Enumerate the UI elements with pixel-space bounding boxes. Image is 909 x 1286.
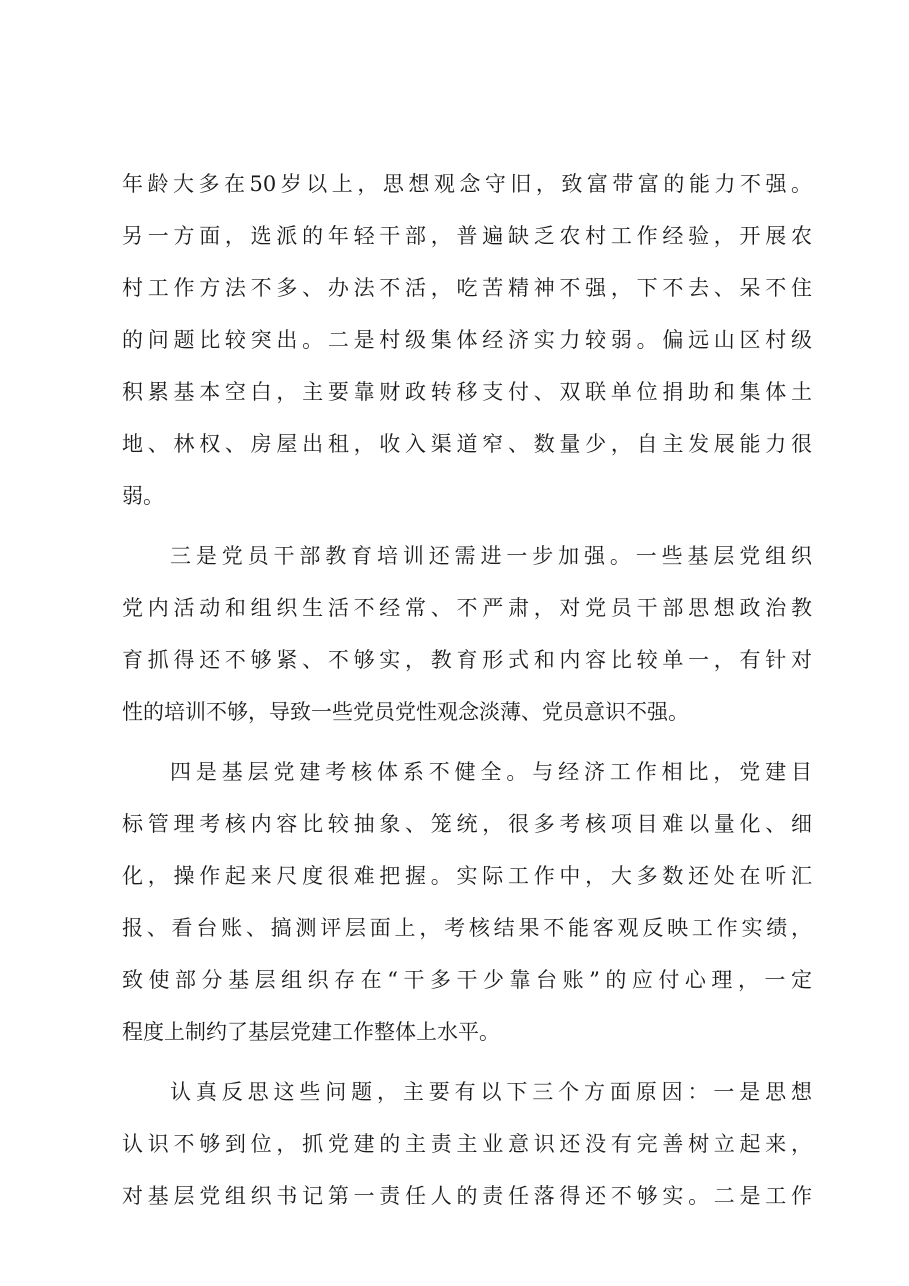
text-line: 村工作方法不多、办法不活，吃苦精神不强，下不去、呆不住 — [122, 276, 812, 300]
text-line: 致使部分基层组织存在“干多干少靠台账”的应付心理，一定 — [122, 968, 812, 992]
text-line: 程度上制约了基层党建工作整体上水平。 — [122, 1020, 500, 1044]
text-line: 积累基本空白，主要靠财政转移支付、双联单位捐助和集体土 — [122, 380, 812, 404]
paragraph-gap — [122, 522, 812, 530]
paragraph — [122, 158, 812, 522]
text-line: 育抓得还不够紧、不够实，教育形式和内容比较单一，有针对 — [122, 648, 812, 672]
text-line: 认真反思这些问题，主要有以下三个方面原因：一是思想 — [170, 1080, 812, 1104]
text-line: 弱。 — [122, 484, 164, 508]
text-line: 年龄大多在50岁以上，思想观念守旧，致富带富的能力不强。 — [122, 172, 812, 196]
text-line: 另一方面，选派的年轻干部，普遍缺乏农村工作经验，开展农 — [122, 224, 812, 248]
text-line: 的问题比较突出。二是村级集体经济实力较弱。偏远山区村级 — [122, 328, 812, 352]
text-line: 党内活动和组织生活不经常、不严肃，对党员干部思想政治教 — [122, 596, 812, 620]
paragraph-gap — [122, 1058, 812, 1066]
paragraph — [122, 530, 812, 738]
text-line: 报、看台账、搞测评层面上，考核结果不能客观反映工作实绩， — [122, 916, 812, 940]
text-line: 地、林权、房屋出租，收入渠道窄、数量少，自主发展能力很 — [122, 432, 812, 456]
document-body — [122, 158, 812, 1222]
text-line: 认识不够到位，抓党建的主责主业意识还没有完善树立起来， — [122, 1132, 812, 1156]
paragraph — [122, 1066, 812, 1222]
text-line: 四是基层党建考核体系不健全。与经济工作相比，党建目 — [170, 760, 812, 784]
text-line: 性的培训不够，导致一些党员党性观念淡薄、党员意识不强。 — [122, 700, 689, 724]
paragraph-gap — [122, 738, 812, 746]
text-line: 化，操作起来尺度很难把握。实际工作中，大多数还处在听汇 — [122, 864, 812, 888]
paragraph — [122, 746, 812, 1058]
text-line: 对基层党组织书记第一责任人的责任落得还不够实。二是工作 — [122, 1184, 812, 1208]
text-line: 标管理考核内容比较抽象、笼统，很多考核项目难以量化、细 — [122, 812, 812, 836]
text-line: 三是党员干部教育培训还需进一步加强。一些基层党组织 — [170, 544, 812, 568]
